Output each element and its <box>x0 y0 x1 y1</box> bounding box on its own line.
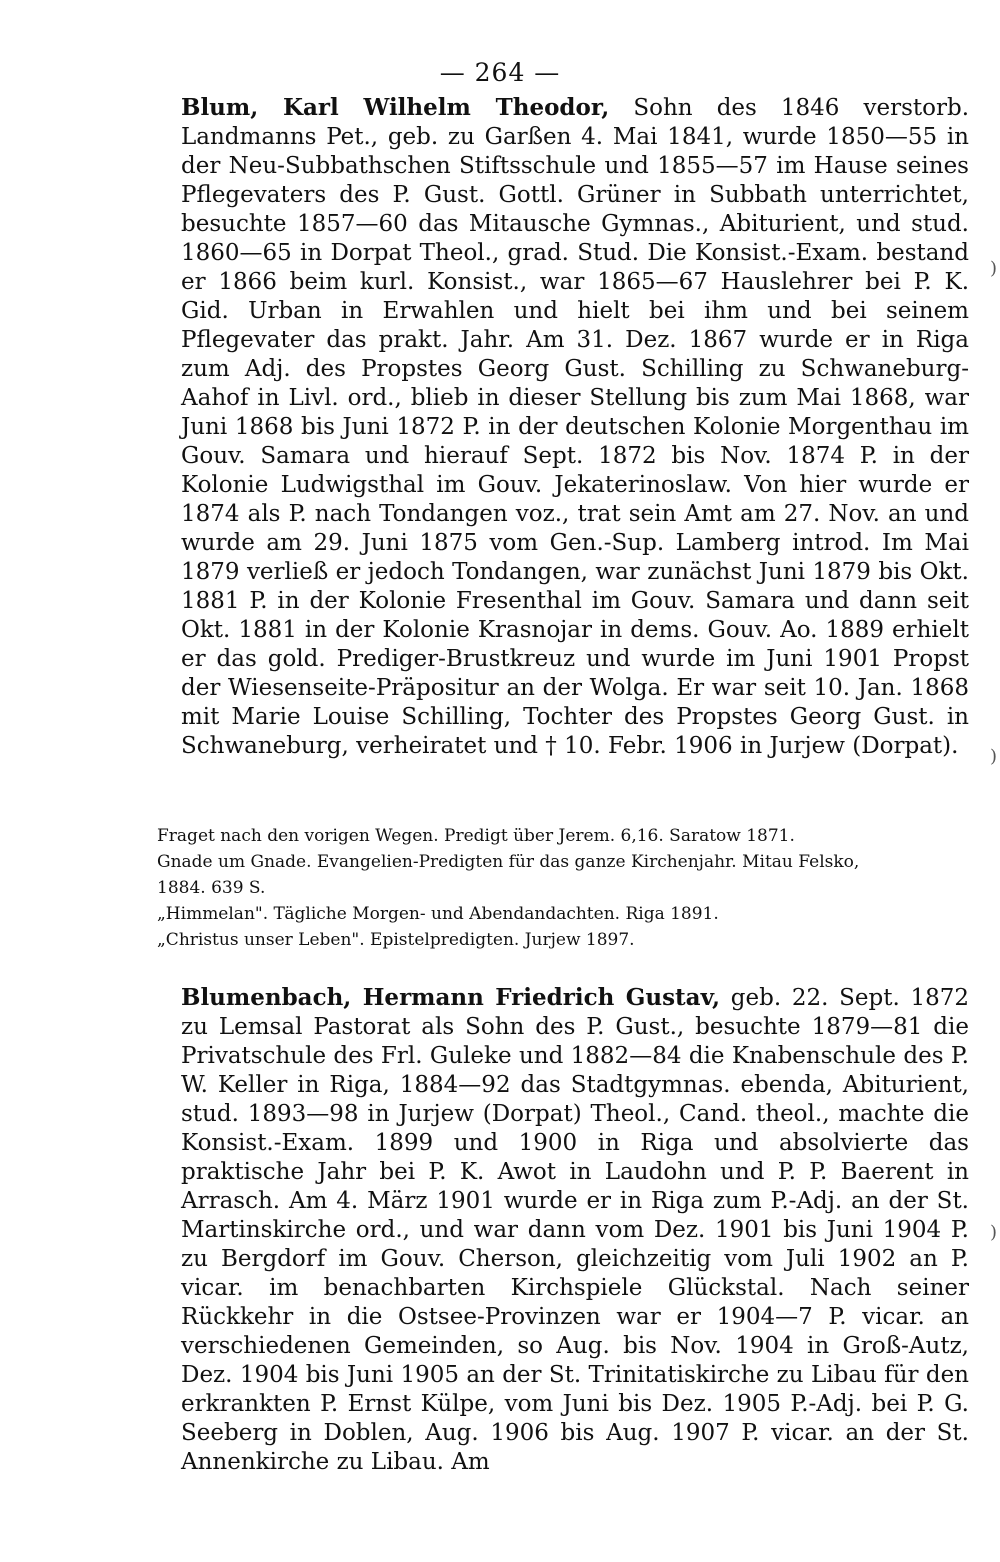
margin-mark: ) <box>990 1222 998 1243</box>
work-item: Fraget nach den vorigen Wegen. Predigt über Jerem. 6,16. Saratow 1871. <box>157 826 795 846</box>
work-item: Gnade um Gnade. Evangelien-Predigten für das ganze Kirchenjahr. Mitau Felsko, 1884. 639 S. <box>157 852 860 898</box>
margin-mark: ) <box>990 746 998 767</box>
entry-name: Blum, Karl Wilhelm Theodor, <box>181 94 610 121</box>
works-list <box>113 823 901 953</box>
work-item: „Christus unser Leben". Epistelpredigten. Jurjew 1897. <box>157 930 635 950</box>
entry-text: Sohn des 1846 verstorb. Landmanns Pet., geb. zu Garßen 4. Mai 1841, wurde 1850—55 in der Neu-Subbathschen Stiftsschule und 1855—57 im Hause seines Pflegevaters des P. Gust. Gottl. Grüner in Subbath unterrichtet, besuchte 1857—60 das Mitausche Gymnas., Abiturient, und stud. 1860—65 in Dorpat Theol., grad. Stud. Die Konsist.-Exam. bestand er 1866 beim kurl. Konsist., war 1865—67 Hauslehrer bei P. K. Gid. Urban in Erwahlen und hielt bei ihm und bei seinem Pflegevater das prakt. Jahr. Am 31. Dez. 1867 wurde er in Riga zum Adj. des Propstes Georg Gust. Schilling zu Schwaneburg-Aahof in Livl. ord., blieb in dieser Stellung bis zum Mai 1868, war Juni 1868 bis Juni 1872 P. in der deutschen Kolonie Morgenthau im Gouv. Samara und hierauf Sept. 1872 bis Nov. 1874 P. in der Kolonie Ludwigsthal im Gouv. Jekaterinoslaw. Von hier wurde er 1874 als P. nach Tondangen voz., trat sein Amt am 27. Nov. an und wurde am 29. Juni 1875 vom Gen.-Sup. Lamberg introd. Im Mai 1879 verließ er jedoch Tondangen, war zunächst Juni 1879 bis Okt. 1881 P. in der Kolonie Fresenthal im Gouv. Samara und dann seit Okt. 1881 in der Kolonie Krasnojar in dems. Gouv. Ao. 1889 erhielt er das gold. Prediger-Brustkreuz und wurde im Juni 1901 Propst der Wiesenseite-Präpositur an der Wolga. Er war seit 10. Jan. 1868 mit Marie Louise Schilling, Tochter des Propstes Georg Gust. in Schwaneburg, verheiratet und † 10. Febr. 1906 in Jurjew (Dorpat). <box>181 95 970 759</box>
entry-name: Blumenbach, Hermann Friedrich Gustav, <box>181 984 721 1011</box>
biography-entry <box>113 93 969 761</box>
work-item: „Himmelan". Tägliche Morgen- und Abendandachten. Riga 1891. <box>157 904 719 924</box>
margin-mark: ) <box>990 258 998 279</box>
entry-text: geb. 22. Sept. 1872 zu Lemsal Pastorat als Sohn des P. Gust., besuchte 1879—81 die Privatschule des Frl. Guleke und 1882—84 die Knabenschule des P. W. Keller in Riga, 1884—92 das Stadtgymnas. ebenda, Abiturient, stud. 1893—98 in Jurjew (Dorpat) Theol., Cand. theol., machte die Konsist.-Exam. 1899 und 1900 in Riga und absolvierte das praktische Jahr bei P. K. Awot in Laudohn und P. P. Baerent in Arrasch. Am 4. März 1901 wurde er in Riga zum P.-Adj. an der St. Martinskirche ord., und war dann vom Dez. 1901 bis Juni 1904 P. zu Bergdorf im Gouv. Cherson, gleichzeitig vom Juli 1902 an P. vicar. im benachbarten Kirchspiele Glückstal. Nach seiner Rückkehr in die Ostsee-Provinzen war er 1904—7 P. vicar. an verschiedenen Gemeinden, so Aug. bis Nov. 1904 in Groß-Autz, Dez. 1904 bis Juni 1905 an der St. Trinitatiskirche zu Libau für den erkrankten P. Ernst Külpe, vom Juni bis Dez. 1905 P.-Adj. bei P. G. Seeberg in Doblen, Aug. 1906 bis Aug. 1907 P. vicar. an der St. Annenkirche zu Libau. Am <box>181 985 969 1475</box>
page-number: — 264 — <box>439 58 561 87</box>
biography-entry <box>113 983 969 1477</box>
